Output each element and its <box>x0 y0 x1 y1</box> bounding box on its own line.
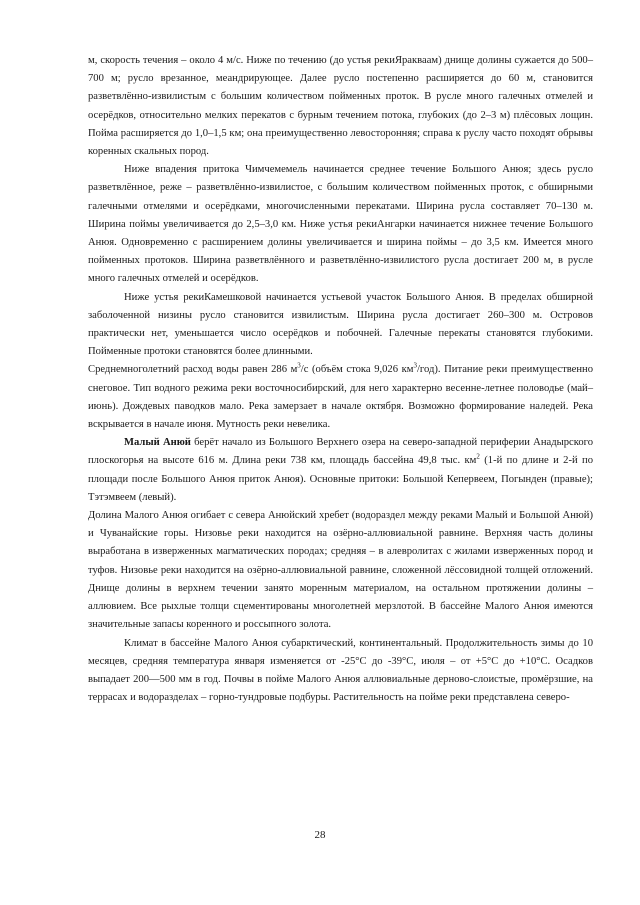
maly-anyuy-text-b: (1-й по длине и 2-й по площади после Большого Анюя приток Анюя). Основные притоки: Большой Кепервеем, Погынден (правые); Тэтэмвеем (левый). <box>88 455 593 503</box>
page-number: 28 <box>314 829 326 841</box>
paragraph-valley-geology: Долина Малого Анюя огибает с севера Анюйский хребет (водораздел между реками Малый и Большой Анюй) и Чуванайские горы. Низовье реки находится на озёрно-аллювиальной равнине. Верхняя часть долины выработана в изверженных магматических породах; средняя – в алевролитах с жилами изверженных пород и туфов. Низовье реки находится на озёрно-аллювиальной равнине, сложенной лёссовидной толщей отложений. Днище долины в верхнем течении занято моренным материалом, на остальном протяжении долины – аллювием. Все рыхлые толщи сцементированы многолетней мерзлотой. В бассейне Малого Анюя имеются значительные запасы коренного и россыпного золота. <box>88 510 593 631</box>
cubic-superscript-volume: 3 <box>413 361 417 370</box>
page-body <box>88 52 593 707</box>
square-superscript: 2 <box>476 452 480 461</box>
paragraph-maly-anyuy <box>88 434 593 507</box>
paragraph-mouth-section: Ниже устья рекиКамешковой начинается устьевой участок Большого Анюя. В пределах обширной заболоченной низины русло становится извилистым. Ширина русла достигает 260–300 м. Островов практически нет, уменьшается число осерёдков и побочней. Галечные перекаты становятся глубокими. Пойменные протоки становятся более длинными. <box>88 291 593 358</box>
maly-anyuy-text-a: берёт начало из Большого Верхнего озера на северо-западной периферии Анадырского плоскогорья на высоте 616 м. Длина реки 738 км, площадь бассейна 49,8 тыс. км <box>88 437 593 467</box>
discharge-text-b: /с (объём стока 9,026 км <box>300 364 414 376</box>
paragraph-climate: Климат в бассейне Малого Анюя субарктический, континентальный. Продолжительность зимы до 10 месяцев, средняя температура января изменяется от -25°С до -39°С, июля – от +5°С до +10°С. Осадков выпадает 200—500 мм в год. Почвы в пойме Малого Анюя аллювиальные дерново-слоистые, промёрзшие, на террасах и водоразделах – горно-тундровые подбуры. Растительность на пойме реки представлена северо- <box>88 637 593 704</box>
river-name-heading: Малый Анюй <box>124 437 191 449</box>
paragraph-middle-course: Ниже впадения притока Чимчемемель начинается среднее течение Большого Анюя; здесь русло разветвлённое, реже – разветвлённо-извилистое, с большим количеством пойменных проток, с обширными галечными отмелями и осерёдками, многочисленными перекатами. Ширина русла составляет 70–130 м. Ширина поймы увеличивается до 2,5–3,0 км. Ниже устья рекиАнгарки начинается нижнее течение Большого Анюя. Одновременно с расширением долины увеличивается и ширина поймы – до 3,5 км. Имеется много пойменных протоков. Ширина разветвлённого и разветвлённо-извилистого русла достигает 200 м, в русле много галечных отмелей и осерёдков. <box>88 164 593 285</box>
paragraph-flow-description: м, скорость течения – около 4 м/с. Ниже по течению (до устья рекиЯракваам) днище долины сужается до 500–700 м; русло врезанное, меандрирующее. Далее русло постепенно расширяется до 60 м, становится разветвлённо-извилистым с большим количеством пойменных проток. В русле много галечных отмелей и осерёдков, относительно мелких перекатов с бурным течением потока, глубоких (до 2–3 м) плёсовых лощин. Пойма расширяется до 1,0–1,5 км; она преимущественно левосторонняя; справа к руслу часто походят обрывы коренных скальных пород. <box>88 55 593 158</box>
cubic-superscript: 3 <box>297 361 301 370</box>
discharge-text-a: Среднемноголетний расход воды равен 286 м <box>88 364 298 376</box>
paragraph-discharge <box>88 361 593 434</box>
discharge-text-c: /год). Питание реки преимущественно снеговое. Тип водного режима реки восточносибирский, для него характерно весенне-летнее половодье (май–июнь). Дождевых паводков мало. Река замерзает в начале октября. Возможно формирование наледей. Река вскрывается в начале июня. Мутность реки невелика. <box>88 364 593 431</box>
